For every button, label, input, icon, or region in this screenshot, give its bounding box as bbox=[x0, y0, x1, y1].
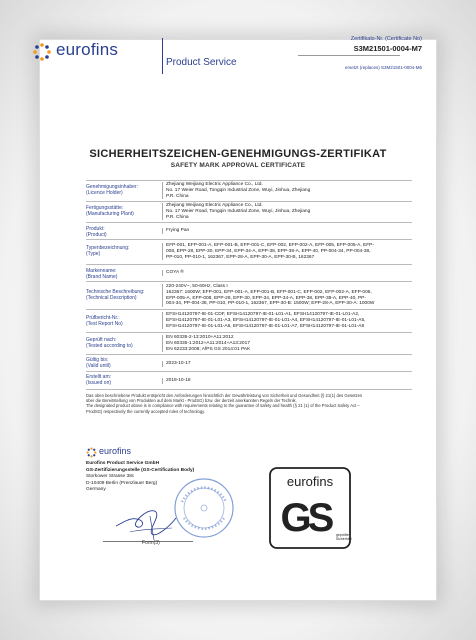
report-label-en: (Test Report No) bbox=[86, 321, 123, 327]
technical-label bbox=[86, 289, 144, 301]
brand-value bbox=[162, 270, 416, 276]
technical-line-1: 220-240V~, 50-60Hz, Class I bbox=[166, 284, 228, 289]
certificate-subtitle: SAFETY MARK APPROVAL CERTIFICATE bbox=[170, 162, 306, 169]
plant-label bbox=[86, 205, 134, 217]
type-line-2: 008, EPP-28, EPP-30, EPP-34, EPP-34-A, EPP-38, EPP-38-A, EPP-40, PP-004-34, PP-004-38, bbox=[166, 248, 371, 254]
tested-label-de: Geprüft nach: bbox=[86, 337, 117, 343]
divider bbox=[86, 332, 412, 333]
type-line-3: PP-010, PP-010-1, 162367, EPP-28-A, EPP-30-A, EPP-30-B, 162367 bbox=[166, 254, 315, 260]
issuer-street: Storkower Strasse 38c bbox=[86, 474, 135, 480]
valid-label bbox=[86, 357, 111, 369]
issuer-name: Eurofins Product Service GmbH bbox=[86, 461, 160, 466]
compliance-statement bbox=[86, 393, 412, 414]
plant-value bbox=[162, 203, 416, 220]
divider bbox=[86, 201, 412, 202]
statement-en-1: The designated product above is in compliance with requirements relating to the guarantee of safety and health (§ 21 (1) of the Product Safety Act – bbox=[86, 403, 360, 409]
report-label bbox=[86, 315, 123, 327]
divider bbox=[86, 222, 412, 223]
standard-2: EN 60335-1:2012+A11:2014+A13:2017 bbox=[166, 340, 250, 346]
statement-de-2: über die Bereitstellung von Produkten auf dem Markt - ProdSG) bzw. der derzeit anerkannten Regeln der Technik. bbox=[86, 398, 297, 404]
brand-name-value: COYA ® bbox=[166, 270, 184, 275]
signature-caption: Form(3) bbox=[142, 540, 160, 546]
plant-address: No. 17 Weier Road, Tongqin Industrial Zone, Wuyi, Jinhua, Zhejiang bbox=[166, 208, 311, 214]
valid-value bbox=[162, 361, 416, 367]
statement-de-1: Das oben beschriebene Produkt entspricht den Anforderungen hinsichtlich der Gewährleistung von Sicherheit und Gesundheit (§ 21(1) des Gesetzes bbox=[86, 393, 363, 398]
divider bbox=[86, 239, 412, 240]
tested-label-en: (Tested according to) bbox=[86, 343, 133, 349]
report-line-2: EFSH14120797-IE-01-L01-A3, EFSH14120797-IE-01-L01-A4, EFSH14120797-IE-01-L01-A5, bbox=[166, 317, 366, 323]
report-line-3: EFSH14120797-IE-01-L01-A6, EFSH14120797-IE-01-L01-A7, EFSH14120797-IE-01-L01-A8 bbox=[166, 323, 365, 329]
division-name: Product Service bbox=[166, 57, 237, 68]
tested-label bbox=[86, 337, 133, 349]
product-label-en: (Product) bbox=[86, 232, 107, 238]
product-label bbox=[86, 226, 107, 238]
issued-label bbox=[86, 374, 111, 386]
holder-name: Zhejiang Weijiang Electric Appliance Co., Ltd. bbox=[166, 182, 263, 187]
brand-name: eurofins bbox=[56, 40, 119, 59]
holder-label-en: (Licence Holder) bbox=[86, 190, 123, 196]
plant-name: Zhejiang Weijiang Electric Appliance Co., Ltd. bbox=[166, 203, 263, 208]
holder-country: P.R. China bbox=[166, 193, 189, 199]
report-value bbox=[162, 312, 416, 329]
certificate-number: S3M21501-0004-M7 bbox=[353, 44, 422, 53]
tested-value bbox=[162, 335, 416, 352]
plant-label-de: Fertigungsstätte: bbox=[86, 205, 124, 211]
divider bbox=[86, 389, 412, 390]
type-line-1: EFP-001, EFP-001-A, EFP-001-B, EFP-001-C, EFP-002, EFP-002-A, EFP-005, EFP-005-A, EFP- bbox=[166, 243, 374, 248]
report-label-de: Prüfbericht-Nr.: bbox=[86, 315, 120, 321]
product-value bbox=[162, 228, 416, 234]
issued-label-de: Erstellt am: bbox=[86, 374, 112, 380]
holder-address: No. 17 Weier Road, Tongqin Industrial Zone, Wuyi, Jinhua, Zhejiang bbox=[166, 187, 311, 193]
statement-en-2: ProdSG) respectively the currently accepted rules of technology. bbox=[86, 408, 206, 414]
eurofins-logo-icon bbox=[32, 42, 52, 62]
eurofins-logo-icon bbox=[86, 447, 97, 458]
brand-label-en: (Brand Name) bbox=[86, 274, 118, 280]
issuer-body: GS-Zertifizierungsstelle (GS-Certification Body) bbox=[86, 467, 195, 473]
technical-value bbox=[162, 284, 416, 307]
issued-on-date: 2018-10-18 bbox=[166, 378, 191, 383]
issued-label-en: (Issued on) bbox=[86, 380, 112, 386]
plant-country: P.R. China bbox=[166, 214, 189, 220]
type-label-en: (Type) bbox=[86, 251, 101, 257]
valid-until-date: 2023-10-17 bbox=[166, 361, 191, 366]
type-value bbox=[162, 243, 416, 260]
certificate-title: SICHERHEITSZEICHEN-GENEHMIGUNGS-ZERTIFIKAT bbox=[89, 148, 387, 160]
technical-line-2: 162367: 1600W; EFP-001, EFP-001-A, EFP-001-B, EFP-001-C, EFP-002, EFP-002-A, EFP-005, bbox=[166, 289, 372, 295]
header-divider bbox=[162, 38, 163, 74]
type-label-de: Typenbezeichnung: bbox=[86, 245, 130, 251]
svg-text:G: G bbox=[280, 496, 312, 540]
divider bbox=[86, 180, 412, 181]
certificate-number-rule bbox=[298, 55, 400, 56]
valid-label-de: Gültig bis: bbox=[86, 357, 109, 363]
type-label bbox=[86, 245, 129, 257]
issuer-country: Germany bbox=[86, 487, 106, 493]
holder-label bbox=[86, 184, 138, 196]
svg-text:geprüfte: geprüfte bbox=[336, 533, 349, 537]
valid-label-en: (Valid until) bbox=[86, 363, 111, 369]
brand-label-de: Markenname: bbox=[86, 268, 117, 274]
divider bbox=[86, 264, 412, 265]
issuer-city: D-10409 Berlin (Prenzlauer Berg) bbox=[86, 480, 158, 486]
signature-icon bbox=[110, 496, 188, 542]
divider bbox=[86, 354, 412, 355]
product-label-de: Produkt: bbox=[86, 226, 105, 232]
replaces-note: ersetzt (replaces) S3M21501-0004-M6 bbox=[344, 65, 422, 70]
technical-label-de: Technische Beschreibung: bbox=[86, 289, 145, 295]
svg-text:S: S bbox=[307, 496, 335, 540]
eurofins-gs-badge-icon bbox=[268, 466, 352, 550]
technical-label-en: (Technical Description) bbox=[86, 295, 137, 301]
report-line-1: EFSH14120797-IE-01-CDF, EFSH14120797-IE-01-L01-A1, EFSH14120797-IE-01-L01-A2, bbox=[166, 312, 360, 317]
divider bbox=[86, 371, 412, 372]
standard-3: EN 62233:2008; AfPS GS 2014:01 PAK bbox=[166, 346, 251, 352]
technical-line-3: EFP-005-A, EFP-008, EPP-28, EPP-30, EPP-34, EPP-34-A, EPP-38, EPP-38-A, EPP-40, PP- bbox=[166, 295, 366, 301]
svg-text:eurofins: eurofins bbox=[286, 474, 334, 489]
holder-label-de: Genehmigungsinhaber: bbox=[86, 184, 138, 190]
holder-value bbox=[162, 182, 416, 199]
plant-label-en: (Manufacturing Plant) bbox=[86, 211, 134, 217]
footer-brand-name: eurofins bbox=[99, 446, 132, 456]
technical-line-4: 004-34, PP-004-38, PP-010, PP-010-1, 162367, EPP-30-B: 1500W; EPP-28-A, EPP-30-A: 1000W bbox=[166, 301, 375, 307]
issued-value bbox=[162, 378, 416, 384]
product-name: Frying Pan bbox=[166, 228, 190, 233]
standard-1: EN 60335-2-13:2010+A11:2012 bbox=[166, 335, 234, 340]
certificate-number-label: Zertifikats-Nr. (Certificate No) bbox=[350, 36, 422, 42]
divider bbox=[86, 281, 412, 282]
brand-label bbox=[86, 268, 117, 280]
svg-text:Sicherheit: Sicherheit bbox=[336, 537, 352, 541]
divider bbox=[86, 309, 412, 310]
